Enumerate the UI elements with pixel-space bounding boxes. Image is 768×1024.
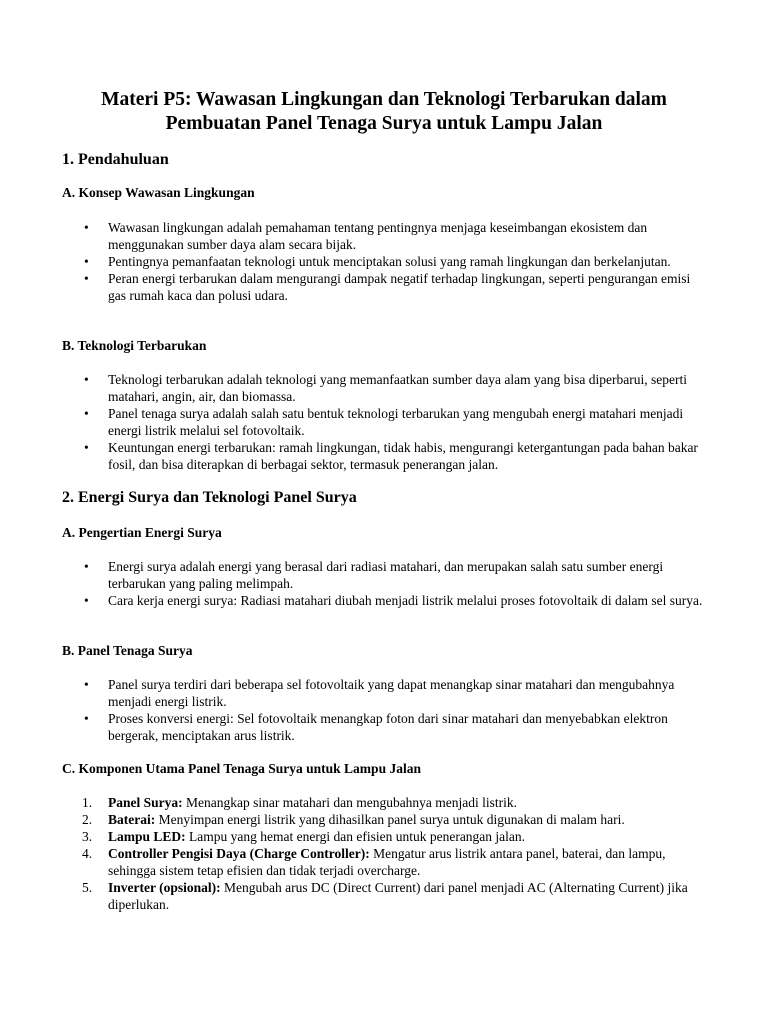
- list-item-text: Mengatur arus listrik antara panel, baterai, dan lampu, sehingga sistem tetap efisien dan tidak terjadi overcharge.: [108, 846, 666, 878]
- list-item-number: 4.: [82, 846, 93, 861]
- list-item: [62, 828, 710, 845]
- list-item-text: Menyimpan energi listrik yang dihasilkan panel surya untuk digunakan di malam hari.: [155, 812, 625, 827]
- list-item: • Wawasan lingkungan adalah pemahaman tentang pentingnya menjaga keseimbangan ekosistem dan menggunakan sumber daya alam secara bijak.: [62, 219, 710, 253]
- list-pengertian-energi-surya: [62, 558, 710, 609]
- list-item-term: Inverter (opsional):: [108, 880, 221, 895]
- list-teknologi-terbarukan: [62, 371, 710, 473]
- document-title-line-1: Materi P5: Wawasan Lingkungan dan Teknologi Terbarukan dalam: [101, 89, 667, 110]
- list-item-term: Controller Pengisi Daya (Charge Controller):: [108, 846, 370, 861]
- list-item-number: 5.: [82, 880, 93, 895]
- list-komponen-utama: [62, 794, 710, 913]
- list-item: • Panel tenaga surya adalah salah satu bentuk teknologi terbarukan yang mengubah energi matahari menjadi energi listrik melalui sel fotovoltaik.: [62, 405, 710, 439]
- list-item-text: Lampu yang hemat energi dan efisien untuk penerangan jalan.: [185, 829, 526, 844]
- list-item: • Proses konversi energi: Sel fotovoltaik menangkap foton dari sinar matahari dan menyebabkan elektron bergerak, menciptakan arus listrik.: [62, 710, 710, 744]
- list-item: [62, 879, 710, 913]
- document-title-line-2: Pembuatan Panel Tenaga Surya untuk Lampu Jalan: [165, 113, 603, 134]
- list-item: [62, 794, 710, 811]
- subheading-komponen-utama: C. Komponen Utama Panel Tenaga Surya untuk Lampu Jalan: [62, 761, 421, 776]
- list-item: • Peran energi terbarukan dalam mengurangi dampak negatif terhadap lingkungan, seperti pengurangan emisi gas rumah kaca dan polusi udara.: [62, 270, 710, 304]
- list-item-number: 1.: [82, 795, 93, 810]
- list-item-term: Panel Surya:: [108, 795, 183, 810]
- subheading-teknologi-terbarukan: B. Teknologi Terbarukan: [62, 338, 207, 353]
- list-item: • Cara kerja energi surya: Radiasi matahari diubah menjadi listrik melalui proses fotovoltaik di dalam sel surya.: [62, 592, 710, 609]
- list-item: • Pentingnya pemanfaatan teknologi untuk menciptakan solusi yang ramah lingkungan dan berkelanjutan.: [62, 253, 710, 270]
- list-item-number: 2.: [82, 812, 93, 827]
- list-item-text: Mengubah arus DC (Direct Current) dari panel menjadi AC (Alternating Current) jika diperlukan.: [108, 880, 688, 912]
- list-item-number: 3.: [82, 829, 93, 844]
- list-item: • Keuntungan energi terbarukan: ramah lingkungan, tidak habis, mengurangi ketergantungan pada bahan bakar fosil, dan bisa diterapkan di berbagai sektor, termasuk penerangan jalan.: [62, 439, 710, 473]
- subheading-konsep-wawasan: A. Konsep Wawasan Lingkungan: [62, 185, 255, 200]
- list-item: [62, 845, 710, 879]
- list-item: • Energi surya adalah energi yang berasal dari radiasi matahari, dan merupakan salah satu sumber energi terbarukan yang paling melimpah.: [62, 558, 710, 592]
- list-item-text: Menangkap sinar matahari dan mengubahnya menjadi listrik.: [182, 795, 518, 810]
- list-item-term: Baterai:: [108, 812, 156, 827]
- section-heading-energi-surya: 2. Energi Surya dan Teknologi Panel Surya: [62, 489, 357, 506]
- list-item-term: Lampu LED:: [108, 829, 186, 844]
- subheading-pengertian-energi-surya: A. Pengertian Energi Surya: [62, 525, 222, 540]
- section-heading-pendahuluan: 1. Pendahuluan: [62, 151, 169, 168]
- list-item: • Panel surya terdiri dari beberapa sel fotovoltaik yang dapat menangkap sinar matahari dan mengubahnya menjadi energi listrik.: [62, 676, 710, 710]
- list-item: [62, 811, 710, 828]
- list-konsep-wawasan: [62, 219, 710, 304]
- subheading-panel-tenaga-surya: B. Panel Tenaga Surya: [62, 643, 193, 658]
- list-panel-tenaga-surya: [62, 676, 710, 744]
- document-title: [40, 88, 728, 136]
- list-item: • Teknologi terbarukan adalah teknologi yang memanfaatkan sumber daya alam yang bisa diperbarui, seperti matahari, angin, air, dan biomassa.: [62, 371, 710, 405]
